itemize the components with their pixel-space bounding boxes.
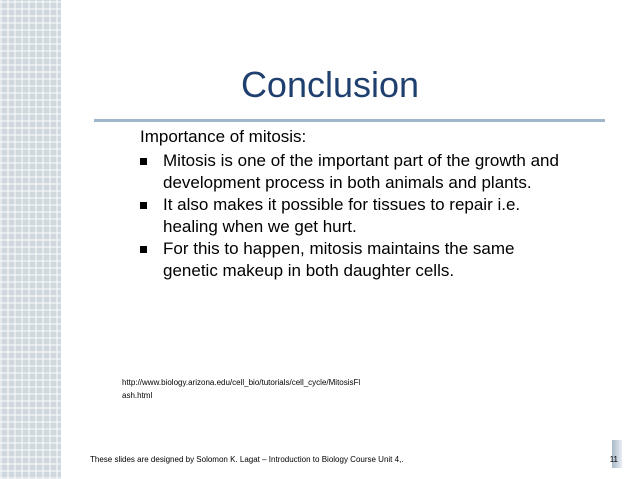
slide-number: 11 [609, 455, 618, 464]
bullet-text: Mitosis is one of the important part of the growth and development process in both animals and plants. [163, 151, 559, 192]
bullet-item [140, 150, 560, 194]
decorative-left-bar [0, 0, 61, 479]
footer-text: These slides are designed by Solomon K. Lagat – Introduction to Biology Course Unit 4,. [90, 455, 404, 464]
bullet-text: For this to happen, mitosis maintains the same genetic makeup in both daughter cells. [163, 239, 515, 280]
square-bullet-icon [140, 158, 147, 165]
intro-text: Importance of mitosis: [140, 127, 307, 146]
slide-body [140, 126, 560, 282]
square-bullet-icon [140, 202, 147, 209]
bullet-item [140, 238, 560, 282]
title-underline [94, 119, 605, 122]
square-bullet-icon [140, 246, 147, 253]
bullet-text: It also makes it possible for tissues to repair i.e. healing when we get hurt. [163, 195, 521, 236]
source-link[interactable]: http://www.biology.arizona.edu/cell_bio/tutorials/cell_cycle/MitosisFlash.html [122, 378, 361, 400]
bullet-item [140, 194, 560, 238]
slide-title: Conclusion [240, 64, 420, 105]
bullet-list [140, 150, 560, 282]
